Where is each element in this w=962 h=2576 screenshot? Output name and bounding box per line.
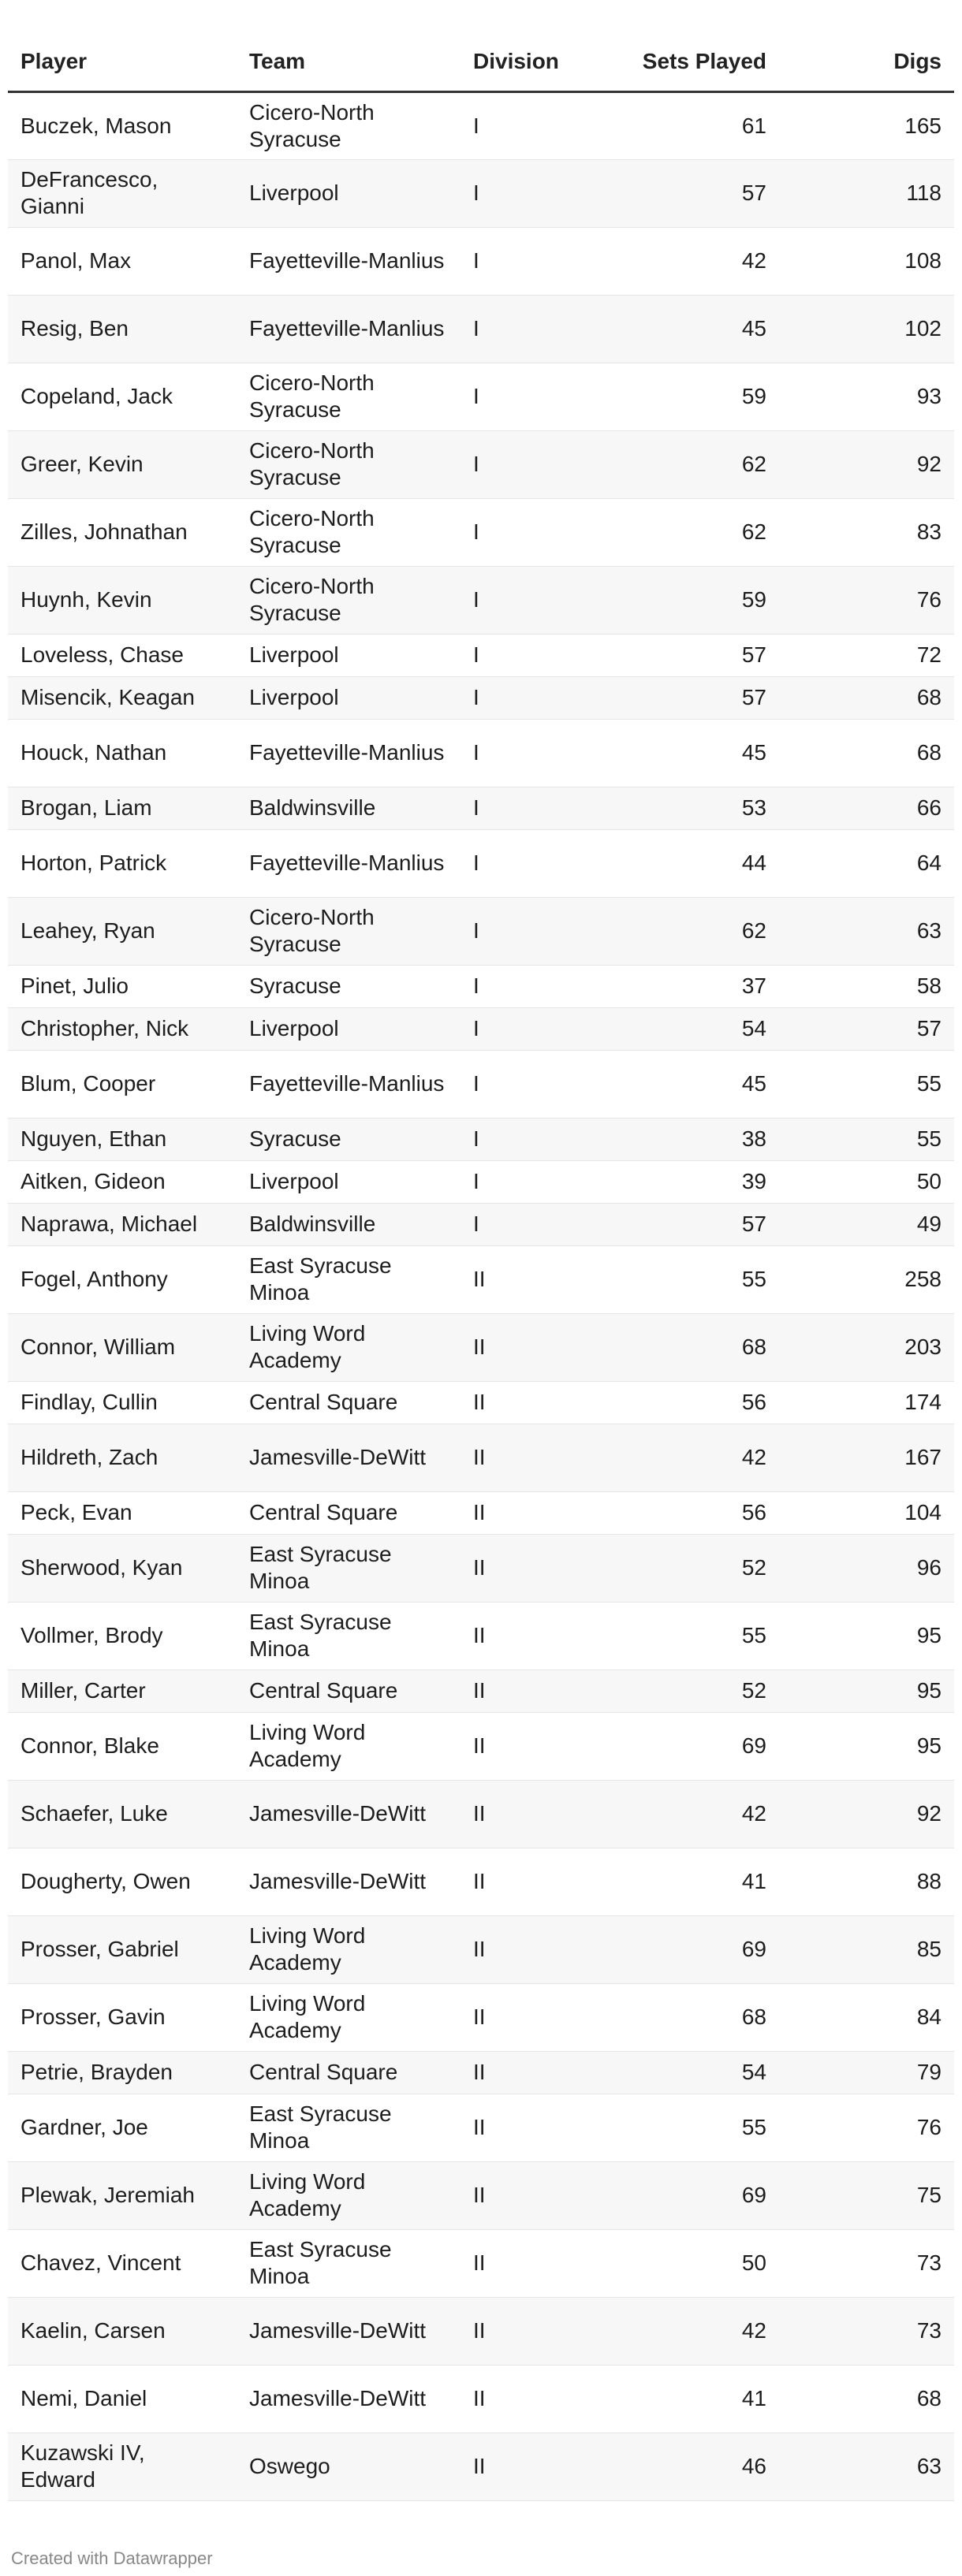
cell-team: Jamesville-DeWitt (237, 1848, 460, 1915)
cell-sets-played: 45 (618, 1050, 779, 1118)
cell-digs: 55 (779, 1118, 954, 1160)
cell-digs: 50 (779, 1160, 954, 1203)
cell-digs: 76 (779, 566, 954, 634)
table-row (8, 1313, 954, 1381)
cell-division: I (460, 965, 618, 1007)
table-row (8, 2051, 954, 2094)
cell-player: Hildreth, Zach (8, 1424, 237, 1491)
cell-team: East Syracuse Minoa (237, 1245, 460, 1313)
cell-sets-played: 42 (618, 227, 779, 295)
table-row (8, 1424, 954, 1491)
cell-digs: 73 (779, 2229, 954, 2297)
cell-player: Fogel, Anthony (8, 1245, 237, 1313)
cell-sets-played: 69 (618, 1915, 779, 1983)
cell-player: Misencik, Keagan (8, 676, 237, 719)
cell-division: I (460, 634, 618, 676)
cell-team: East Syracuse Minoa (237, 2094, 460, 2161)
cell-sets-played: 59 (618, 363, 779, 430)
cell-team: Oswego (237, 2433, 460, 2500)
cell-digs: 55 (779, 1050, 954, 1118)
cell-team: Fayetteville-Manlius (237, 295, 460, 363)
cell-division: II (460, 2051, 618, 2094)
cell-player: Prosser, Gavin (8, 1983, 237, 2051)
cell-division: II (460, 1915, 618, 1983)
cell-player: Schaefer, Luke (8, 1780, 237, 1848)
cell-digs: 95 (779, 1670, 954, 1712)
cell-sets-played: 56 (618, 1381, 779, 1424)
table-row (8, 787, 954, 829)
cell-team: Syracuse (237, 965, 460, 1007)
cell-player: Gardner, Joe (8, 2094, 237, 2161)
table-body (8, 91, 954, 2500)
cell-digs: 258 (779, 1245, 954, 1313)
cell-sets-played: 68 (618, 1313, 779, 1381)
cell-digs: 95 (779, 1712, 954, 1780)
cell-division: II (460, 1424, 618, 1491)
table-row (8, 829, 954, 897)
cell-division: I (460, 363, 618, 430)
datawrapper-credit: Created with Datawrapper (11, 2548, 213, 2568)
cell-digs: 92 (779, 430, 954, 498)
table-row (8, 1915, 954, 1983)
cell-digs: 84 (779, 1983, 954, 2051)
cell-division: II (460, 2229, 618, 2297)
table-row (8, 1983, 954, 2051)
cell-digs: 57 (779, 1007, 954, 1050)
cell-division: I (460, 227, 618, 295)
table-row (8, 2365, 954, 2433)
cell-team: Central Square (237, 1670, 460, 1712)
cell-team: Cicero-North Syracuse (237, 566, 460, 634)
cell-division: II (460, 1983, 618, 2051)
cell-digs: 58 (779, 965, 954, 1007)
cell-division: II (460, 2433, 618, 2500)
cell-player: DeFrancesco, Gianni (8, 159, 237, 227)
cell-player: Blum, Cooper (8, 1050, 237, 1118)
cell-sets-played: 54 (618, 1007, 779, 1050)
cell-division: I (460, 1160, 618, 1203)
cell-division: II (460, 1534, 618, 1602)
cell-player: Copeland, Jack (8, 363, 237, 430)
table-row (8, 566, 954, 634)
cell-division: I (460, 787, 618, 829)
cell-player: Naprawa, Michael (8, 1203, 237, 1245)
cell-sets-played: 42 (618, 2297, 779, 2365)
cell-sets-played: 62 (618, 498, 779, 566)
cell-player: Resig, Ben (8, 295, 237, 363)
cell-player: Greer, Kevin (8, 430, 237, 498)
table-row (8, 897, 954, 965)
cell-division: I (460, 897, 618, 965)
table-row (8, 2433, 954, 2500)
cell-division: II (460, 2094, 618, 2161)
cell-digs: 83 (779, 498, 954, 566)
cell-sets-played: 50 (618, 2229, 779, 2297)
cell-division: I (460, 1203, 618, 1245)
cell-digs: 92 (779, 1780, 954, 1848)
cell-division: II (460, 1381, 618, 1424)
cell-digs: 85 (779, 1915, 954, 1983)
cell-sets-played: 57 (618, 634, 779, 676)
cell-team: Fayetteville-Manlius (237, 1050, 460, 1118)
cell-player: Petrie, Brayden (8, 2051, 237, 2094)
cell-division: II (460, 1712, 618, 1780)
table-row (8, 1712, 954, 1780)
cell-team: Jamesville-DeWitt (237, 2365, 460, 2433)
cell-player: Findlay, Cullin (8, 1381, 237, 1424)
cell-player: Prosser, Gabriel (8, 1915, 237, 1983)
cell-digs: 63 (779, 2433, 954, 2500)
cell-team: Jamesville-DeWitt (237, 1780, 460, 1848)
cell-team: Liverpool (237, 1160, 460, 1203)
cell-sets-played: 53 (618, 787, 779, 829)
cell-division: I (460, 1007, 618, 1050)
cell-sets-played: 55 (618, 1602, 779, 1670)
cell-division: I (460, 1118, 618, 1160)
cell-sets-played: 45 (618, 719, 779, 787)
cell-team: East Syracuse Minoa (237, 2229, 460, 2297)
cell-sets-played: 62 (618, 430, 779, 498)
cell-sets-played: 37 (618, 965, 779, 1007)
cell-player: Nguyen, Ethan (8, 1118, 237, 1160)
cell-player: Zilles, Johnathan (8, 498, 237, 566)
table-row (8, 159, 954, 227)
cell-player: Aitken, Gideon (8, 1160, 237, 1203)
cell-sets-played: 69 (618, 1712, 779, 1780)
cell-team: Cicero-North Syracuse (237, 498, 460, 566)
cell-division: II (460, 1491, 618, 1534)
cell-team: Fayetteville-Manlius (237, 829, 460, 897)
cell-digs: 76 (779, 2094, 954, 2161)
cell-sets-played: 41 (618, 1848, 779, 1915)
cell-sets-played: 55 (618, 1245, 779, 1313)
cell-digs: 203 (779, 1313, 954, 1381)
cell-team: Liverpool (237, 634, 460, 676)
cell-digs: 167 (779, 1424, 954, 1491)
cell-team: Jamesville-DeWitt (237, 1424, 460, 1491)
cell-digs: 118 (779, 159, 954, 227)
cell-team: Liverpool (237, 676, 460, 719)
cell-digs: 104 (779, 1491, 954, 1534)
cell-team: Liverpool (237, 1007, 460, 1050)
cell-team: East Syracuse Minoa (237, 1534, 460, 1602)
cell-sets-played: 59 (618, 566, 779, 634)
cell-sets-played: 69 (618, 2161, 779, 2229)
table-row (8, 1160, 954, 1203)
column-header-division: Division (460, 0, 618, 91)
table-row (8, 2094, 954, 2161)
cell-digs: 79 (779, 2051, 954, 2094)
table-row (8, 1381, 954, 1424)
cell-sets-played: 57 (618, 159, 779, 227)
cell-player: Kuzawski IV, Edward (8, 2433, 237, 2500)
cell-digs: 49 (779, 1203, 954, 1245)
cell-team: Cicero-North Syracuse (237, 897, 460, 965)
cell-division: I (460, 566, 618, 634)
cell-player: Dougherty, Owen (8, 1848, 237, 1915)
cell-player: Huynh, Kevin (8, 566, 237, 634)
cell-division: II (460, 1245, 618, 1313)
cell-team: Living Word Academy (237, 1915, 460, 1983)
cell-team: Baldwinsville (237, 1203, 460, 1245)
column-header-sets-played: Sets Played (618, 0, 779, 91)
cell-division: II (460, 2297, 618, 2365)
cell-player: Horton, Patrick (8, 829, 237, 897)
cell-player: Panol, Max (8, 227, 237, 295)
cell-digs: 75 (779, 2161, 954, 2229)
cell-player: Chavez, Vincent (8, 2229, 237, 2297)
table-row (8, 1780, 954, 1848)
cell-digs: 108 (779, 227, 954, 295)
table-row (8, 2229, 954, 2297)
header-row (8, 0, 954, 91)
cell-player: Peck, Evan (8, 1491, 237, 1534)
cell-sets-played: 45 (618, 295, 779, 363)
table-row (8, 1050, 954, 1118)
cell-division: II (460, 1780, 618, 1848)
cell-player: Miller, Carter (8, 1670, 237, 1712)
cell-division: II (460, 2161, 618, 2229)
cell-division: I (460, 430, 618, 498)
table-row (8, 1534, 954, 1602)
cell-sets-played: 56 (618, 1491, 779, 1534)
cell-division: I (460, 91, 618, 159)
cell-division: II (460, 1602, 618, 1670)
table-row (8, 295, 954, 363)
cell-sets-played: 52 (618, 1670, 779, 1712)
cell-team: Liverpool (237, 159, 460, 227)
cell-team: Fayetteville-Manlius (237, 719, 460, 787)
cell-division: I (460, 676, 618, 719)
table-row (8, 1848, 954, 1915)
table-row (8, 2161, 954, 2229)
cell-sets-played: 41 (618, 2365, 779, 2433)
cell-sets-played: 54 (618, 2051, 779, 2094)
cell-team: Syracuse (237, 1118, 460, 1160)
table-row (8, 430, 954, 498)
cell-digs: 93 (779, 363, 954, 430)
table-row (8, 363, 954, 430)
table-row (8, 498, 954, 566)
column-header-digs: Digs (779, 0, 954, 91)
cell-sets-played: 55 (618, 2094, 779, 2161)
cell-digs: 68 (779, 719, 954, 787)
table-row (8, 227, 954, 295)
cell-digs: 64 (779, 829, 954, 897)
cell-player: Houck, Nathan (8, 719, 237, 787)
cell-division: I (460, 498, 618, 566)
table-row (8, 1491, 954, 1534)
cell-digs: 88 (779, 1848, 954, 1915)
column-header-player: Player (8, 0, 237, 91)
cell-team: Living Word Academy (237, 1712, 460, 1780)
cell-player: Loveless, Chase (8, 634, 237, 676)
cell-team: Central Square (237, 2051, 460, 2094)
cell-team: Central Square (237, 1491, 460, 1534)
cell-division: I (460, 719, 618, 787)
cell-digs: 174 (779, 1381, 954, 1424)
table-row (8, 1203, 954, 1245)
cell-digs: 165 (779, 91, 954, 159)
cell-team: Living Word Academy (237, 1313, 460, 1381)
cell-player: Kaelin, Carsen (8, 2297, 237, 2365)
cell-team: Cicero-North Syracuse (237, 91, 460, 159)
cell-team: Jamesville-DeWitt (237, 2297, 460, 2365)
cell-team: Living Word Academy (237, 2161, 460, 2229)
cell-sets-played: 46 (618, 2433, 779, 2500)
cell-player: Pinet, Julio (8, 965, 237, 1007)
cell-sets-played: 62 (618, 897, 779, 965)
table-header (8, 0, 954, 91)
cell-player: Vollmer, Brody (8, 1602, 237, 1670)
cell-player: Connor, Blake (8, 1712, 237, 1780)
column-header-team: Team (237, 0, 460, 91)
cell-digs: 68 (779, 2365, 954, 2433)
cell-team: East Syracuse Minoa (237, 1602, 460, 1670)
cell-digs: 72 (779, 634, 954, 676)
cell-division: II (460, 2365, 618, 2433)
table-row (8, 1602, 954, 1670)
table-row (8, 1670, 954, 1712)
cell-team: Central Square (237, 1381, 460, 1424)
cell-team: Living Word Academy (237, 1983, 460, 2051)
table-row (8, 91, 954, 159)
cell-team: Cicero-North Syracuse (237, 363, 460, 430)
cell-team: Cicero-North Syracuse (237, 430, 460, 498)
table-row (8, 965, 954, 1007)
cell-sets-played: 61 (618, 91, 779, 159)
cell-team: Baldwinsville (237, 787, 460, 829)
table-row (8, 1245, 954, 1313)
table-row (8, 719, 954, 787)
cell-player: Plewak, Jeremiah (8, 2161, 237, 2229)
cell-player: Leahey, Ryan (8, 897, 237, 965)
table-row (8, 2297, 954, 2365)
cell-digs: 73 (779, 2297, 954, 2365)
digs-table (8, 0, 954, 2501)
cell-sets-played: 57 (618, 1203, 779, 1245)
cell-division: I (460, 295, 618, 363)
cell-sets-played: 42 (618, 1424, 779, 1491)
cell-division: II (460, 1313, 618, 1381)
cell-sets-played: 68 (618, 1983, 779, 2051)
cell-digs: 63 (779, 897, 954, 965)
table-row (8, 634, 954, 676)
cell-player: Christopher, Nick (8, 1007, 237, 1050)
cell-digs: 68 (779, 676, 954, 719)
cell-player: Buczek, Mason (8, 91, 237, 159)
table-row (8, 676, 954, 719)
cell-sets-played: 39 (618, 1160, 779, 1203)
cell-digs: 102 (779, 295, 954, 363)
table-row (8, 1118, 954, 1160)
cell-sets-played: 42 (618, 1780, 779, 1848)
cell-sets-played: 38 (618, 1118, 779, 1160)
cell-sets-played: 57 (618, 676, 779, 719)
cell-player: Brogan, Liam (8, 787, 237, 829)
cell-division: I (460, 1050, 618, 1118)
cell-player: Nemi, Daniel (8, 2365, 237, 2433)
cell-digs: 96 (779, 1534, 954, 1602)
cell-player: Sherwood, Kyan (8, 1534, 237, 1602)
cell-division: I (460, 829, 618, 897)
cell-sets-played: 52 (618, 1534, 779, 1602)
cell-division: I (460, 159, 618, 227)
cell-digs: 66 (779, 787, 954, 829)
cell-team: Fayetteville-Manlius (237, 227, 460, 295)
cell-digs: 95 (779, 1602, 954, 1670)
cell-player: Connor, William (8, 1313, 237, 1381)
cell-division: II (460, 1848, 618, 1915)
table-row (8, 1007, 954, 1050)
cell-sets-played: 44 (618, 829, 779, 897)
cell-division: II (460, 1670, 618, 1712)
